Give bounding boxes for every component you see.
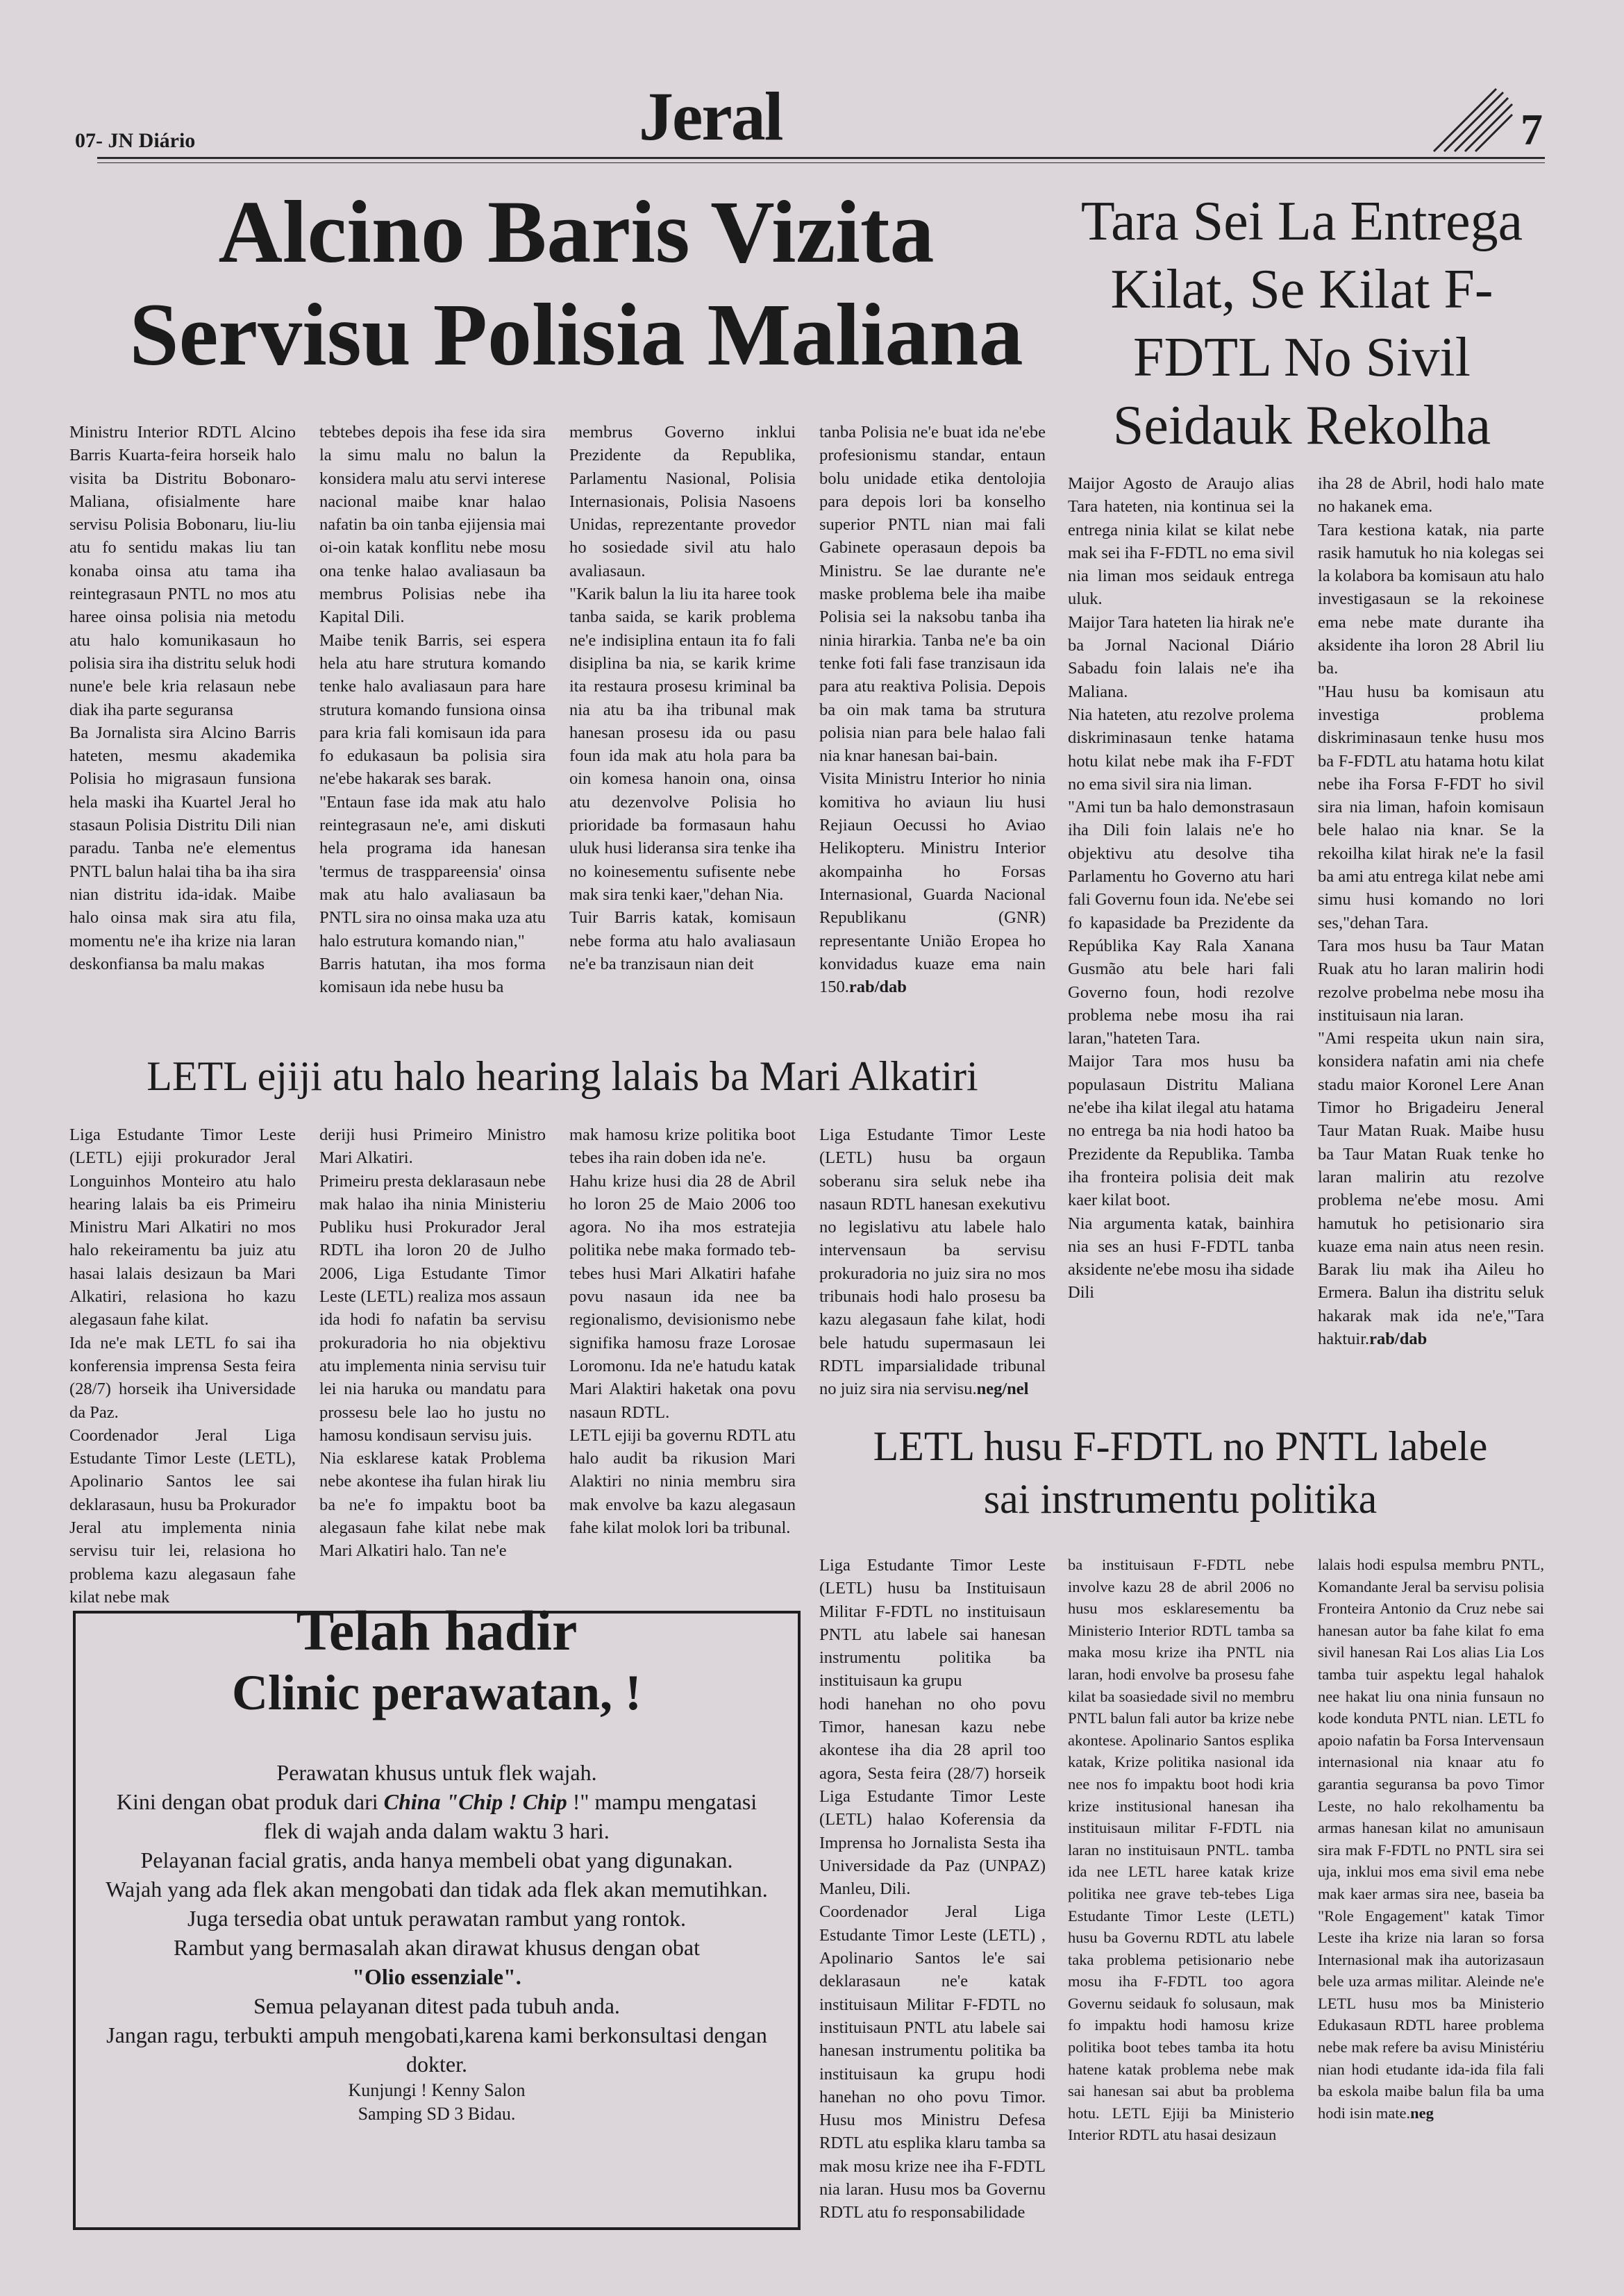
paragraph (1318, 1027, 1544, 1350)
paragraph: hodi hanehan no oho povu Timor, hanesan kazu nebe akontese iha dia 28 april too agora, Sesta feira (28/7) horseik Liga Estudante Timor Leste (LETL) halao Koferensia da Imprensa ho Jornalista Sesta iha Universidade da Paz (UNPAZ) Manleu, Dili. (819, 1694, 1046, 1899)
paragraph: Liga Estudante Timor Leste (LETL) husu ba Instituisaun Militar F-FDTL no instituisaun PNTL atu labele sai hanesan instrumentu politika ba instituisaun ka grupu (819, 1556, 1046, 1691)
letl-fdtl-headline-line2: sai instrumentu politika (983, 1476, 1378, 1522)
paragraph: Maibe tenik Barris, sei espera hela atu hare strutura komando tenke halo avaliasaun para hare strutura komando funsiona oinsa para kria fali komisaun ida para fo edukasaun ba polisia sira ne'ebe hakarak ses barak. (319, 630, 546, 789)
paragraph: Ba Jornalista sira Alcino Barris hateten, mesmu akademika Polisia ho migrasaun funsiona hela maski iha Kuartel Jeral ho stasaun Polisia Distritu Dili nian paradu. Tanba ne'e elementus PNTL balun halai tiha ba iha sira nian distritu ida-idak. Maibe halo oinsa mak sira atu fila, momentu ne'e iha krize nia laran deskonfiansa ba malu makas (69, 723, 296, 973)
article1-col3 (569, 421, 796, 975)
ad-line: Juga tersedia obat untuk perawatan rambut yang rontok. (187, 1906, 686, 1931)
article1-col1 (69, 421, 296, 975)
byline: rab/dab (1369, 1329, 1428, 1348)
paragraph-text: Liga Estudante Timor Leste (LETL) husu ba orgaun soberanu sira seluk nebe iha nasaun RDTL hanesan exekutivu no legislativu atu labele halo intervensaun ba servisu prokuradoria no juiz sira no mos tribunais hodi halo prosesu ba kazu alegasaun fahe kilat, hodi bele hatudu supermasaun lei RDTL imparsialidade tribunal no juiz sira nia servisu. (819, 1125, 1046, 1399)
ad-product-name: China "Chip ! Chip (383, 1789, 567, 1814)
ad-line: Jangan ragu, terbukti ampuh mengobati,karena kami berkonsultasi dengan dokter. (106, 2022, 767, 2077)
paragraph: "Karik balun la liu ita haree took tanba saida, se karik problema ne'e indisiplina entaun ita fo fali disiplina ba nia, se karik krime ita restaura prosesu kriminal ba nia atu ba iha tribunal mak hanesan prosesu ida ou pasu foun ida mak atu hola para ba oin komesa hanoin ona, oinsa atu dezenvolve Polisia ho prioridade ba formasaun hahu uluk husi lideransa sira tenke iha no koinesementu sufisente nebe mak sira tenki kaer,"dehan Nia. (569, 585, 796, 904)
ad-body (103, 1758, 770, 2126)
ad-line: Wajah yang ada flek akan mengobati dan tidak ada flek akan memutihkan. (106, 1877, 768, 1902)
letl1-col1 (69, 1123, 296, 1609)
ad-line: "Olio essenziale". (352, 1964, 521, 1989)
paragraph: deriji husi Primeiro Ministro Mari Alkatiri. (319, 1125, 546, 1168)
paragraph: ba instituisaun F-FDTL nebe involve kazu 28 de abril 2006 no husu mos esklaresementu ba Ministerio Interior RDTL tamba sa maka mosu krize iha PNTL nia laran, hodi envolve ba prosesu fahe kilat ba soasiedade sivil no membru PNTL balun fali autor ba krize nebe akontese. Apolinario Santos esplika katak, Krize politika nasional ida nee nos fo impaktu boot hodi kria krize institusional hanesan iha instituisaun militar F-FDTL nia laran no instituisaun PNTL. tamba ida nee LETL haree katak krize politika nee grave teb-tebes Liga Estudante Timor Leste (LETL) husu ba Governu RDTL atu labele taka problema petisionario nebe mosu iha F-FDTL too agora Governu seidauk fo solusaun, mak fo impaktu hodi hamosu krize politika boot tebes tamba ita hotu hatene katak problema nebe mak sai hanesan sai abut ba problema hotu. LETL Ejiji ba Ministerio Interior RDTL atu hasai desizaun (1068, 1556, 1294, 2144)
paragraph: Maijor Tara hateten lia hirak ne'e ba Jornal Nacional Diário Sabadu foin lalais ne'e iha Maliana. (1068, 612, 1294, 701)
paragraph: Nia argumenta katak, bainhira nia ses an husi F-FDTL tanba aksidente ne'ebe mosu iha sidade Dili (1068, 1214, 1294, 1302)
header-rule (97, 157, 1545, 159)
letl1-col4 (819, 1123, 1046, 1401)
section-title: Jeral (639, 78, 782, 155)
ad-subtitle: Clinic perawatan, ! (232, 1665, 642, 1720)
letl1-col3 (569, 1123, 796, 1539)
paragraph: Ministru Interior RDTL Alcino Barris Kuarta-feira horseik halo visita ba Distritu Bobonaro-Maliana, ofisialmente hare servisu Polisia Bobonaru, liu-liu atu fo sentidu makas liu tan konaba oinsa atu tama iha reintegrasaun PNTL no mos atu haree oinsa polisia nia metodu atu halo komunikasaun ho polisia sira iha distritu seluk hodi nune'e bele kria relasaun nebe diak iha parte seguransa (69, 423, 296, 719)
byline: neg (1410, 2104, 1434, 2122)
main-headline-line1: Alcino Baris Vizita (218, 183, 935, 281)
paragraph: iha 28 de Abril, hodi halo mate no hakanek ema. (1318, 474, 1544, 517)
letl2-col2 (1068, 1554, 1294, 2146)
page-number: 7 (1521, 105, 1543, 154)
letl-hearing-headline: LETL ejiji atu halo hearing lalais ba Mari Alkatiri (147, 1053, 978, 1099)
ad-line: Perawatan khusus untuk flek wajah. (276, 1760, 597, 1785)
article1-col4 (819, 421, 1046, 998)
ad-line: Rambut yang bermasalah akan dirawat khusus dengan obat (174, 1935, 700, 1960)
ad-address: Samping SD 3 Bidau. (358, 2104, 516, 2124)
paragraph: Tara kestiona katak, nia parte rasik hamutuk ho nia kolegas sei la kolabora ba komisaun atu halo investigasaun se la rekoinese ema nebe mate durante iha aksidente iha loron 28 Abril liu ba. (1318, 520, 1544, 678)
paragraph (819, 1123, 1046, 1401)
paragraph: Maijor Agosto de Araujo alias Tara hateten, nia kontinua sei la entrega ninia kilat se kilat nebe mak sei iha F-FDTL no ema sivil nia liman mos seidauk entrega uluk. (1068, 474, 1294, 609)
letl1-col2 (319, 1123, 546, 1563)
paragraph: "Ami tun ba halo demonstrasaun iha Dili foin lalais ne'e ho objektivu atu desolve tiha Parlamentu ho Governo atu hari fali Governu foun ida. Ne'ebe sei fo kapasidade ba Prezidente da Repúblika Kay Rala Xanana Gusmão atu bele hari fali Governo foun, hodi rezolve problema nebe mosu iha rai laran,"hateten Tara. (1068, 798, 1294, 1048)
side-headline: Tara Sei La Entrega Kilat, Se Kilat F-FDTL No Sivil Seidauk Rekolha (1080, 191, 1523, 456)
paragraph: Tara mos husu ba Taur Matan Ruak atu ho laran malirin hodi rezolve probelma nebe mosu iha instituisaun nia laran. (1318, 936, 1544, 1025)
paragraph-text: lalais hodi espulsa membru PNTL, Komandante Jeral ba servisu polisia Fronteira Antonio da Cruz nebe sai hanesan autor ba fahe kilat fo ema sivil hanesan Rai Los alias Lia Los tamba tuir aspektu legal hahalok nee hakat liu ona ninia funsaun no kode konduta PNTL nian. LETL fo apoio nafatin ba Forsa Intervensaun internasional nia knaar atu fo garantia seguransa ba povo Timor Leste, no halo rekolhamentu ba armas hanesan kilat no amunisaun sira mak F-FDTL no PNTL sira sei uja, inklui mos ema sivil ema nebe mak kaer armas sira nee, baseia ba "Role Engagement" katak Timor Leste iha krize nia laran so forsa Internasional mak iha autorizasaun bele uza armas militar. Aleinde ne'e LETL husu mos ba Ministerio Edukasaun RDTL haree problema nebe mak refere ba avisu Ministériu nian hodi etudante ida-ida fila fali ba eskola maibe balun fila ba uma hodi isin mate. (1318, 1556, 1544, 2122)
article1-col2 (319, 421, 546, 998)
paragraph: Hahu krize husi dia 28 de Abril ho loron 25 de Maio 2006 too agora. No iha mos estratejia politika nebe maka formado teb-tebes husi Mari Alkatiri hafahe povu nasaun ida nee ba regionalismo, devisionismo nebe signifika hamosu fraze Lorosae Loromonu. Ida ne'e hatudu katak Mari Alaktiri haketak ona povu nasaun RDTL. (569, 1171, 796, 1422)
letl2-col3 (1318, 1554, 1544, 2124)
clinic-advertisement (73, 1599, 801, 2230)
main-headline (49, 181, 1104, 386)
ad-title: Telah hadir (296, 1599, 578, 1662)
paragraph (1318, 1554, 1544, 2124)
ad-line: Semua pelayanan ditest pada tubuh anda. (253, 1993, 620, 2018)
paragraph: "Hau husu ba komisaun atu investiga problema diskriminasaun tenke husu mos ba F-FDTL atu hatama hotu kilat nebe iha Forsa F-FDT ho sivil sira nia liman, hafoin komisaun bele halao nia knar. Se la rekoilha kilat hirak ne'e la fasil ba ami atu entrega kilat nebe ami simu husi komando no lori ses,"dehan Tara. (1318, 682, 1544, 932)
ad-line (103, 1787, 770, 1845)
header-rule-thin (97, 162, 1545, 163)
paragraph: Tuir Barris katak, komisaun nebe forma atu halo avaliasaun ne'e ba tranzisaun nian deit (569, 908, 796, 973)
paragraph: Nia hateten, atu rezolve prolema diskriminasaun tenke hatama hotu kilat nebe mak iha F-FDT no ema sivil sira nia liman. (1068, 705, 1294, 794)
paragraph: Coordenador Jeral Liga Estudante Timor Leste (LETL) , Apolinario Santos le'e sai deklarasaun ne'e katak instituisaun Militar F-FDTL no instituisaun PNTL atu labele sai hanesan instrumentu politika ba instituisaun ka grupu hodi hanehan no oho povu Timor. Husu mos Ministru Defesa RDTL atu esplika klaru tamba sa mak mosu krize nee iha F-FDTL nia laran. Husu mos ba Governu RDTL atu fo responsabilidade (819, 1902, 1046, 2222)
paragraph: Barris hatutan, iha mos forma komisaun ida nebe husu ba (319, 954, 546, 997)
side-article-col1 (1068, 472, 1294, 1305)
paragraph: membrus Governo inklui Prezidente da Republika, Parlamentu Nasional, Polisia Internasionais, Polisia Nasoens Unidas, reprezentante provedor ho sosiedade sivil atu halo avaliasaun. (569, 423, 796, 580)
paragraph: "Entaun fase ida mak atu halo reintegrasaun ne'e, ami diskuti hela programa ida hanesan 'termus de trasppareensia' oinsa mak atu halo avaliasaun ba PNTL sira no oinsa maka uza atu halo estrutura komando nian," (319, 792, 546, 950)
main-headline-line2: Servisu Polisia Maliana (129, 285, 1023, 384)
paragraph: LETL ejiji ba governu RDTL atu halo audit ba rikusion Mari Alaktiri no ninia membru sira mak envolve ba kazu alegasaun fahe kilat molok lori ba tribunal. (569, 1425, 796, 1538)
paragraph: mak hamosu krize politika boot tebes iha rain doben ida ne'e. (569, 1125, 796, 1168)
paragraph: Ida ne'e mak LETL fo sai iha konferensia imprensa Sesta feira (28/7) horseik iha Universidade da Paz. (69, 1333, 296, 1422)
paragraph: Nia esklarese katak Problema nebe akontese iha fulan hirak liu ba ne'e fo impaktu boot ba alegasaun fahe kilat nebe mak Mari Alkatiri halo. Tan ne'e (319, 1449, 546, 1561)
ad-text: Kini dengan obat produk dari (116, 1789, 384, 1814)
ad-line: Pelayanan facial gratis, anda hanya membeli obat yang digunakan. (140, 1847, 733, 1872)
byline: rab/dab (848, 978, 907, 997)
side-article-col2 (1318, 472, 1544, 1350)
paragraph: Primeiru presta deklarasaun nebe mak halao iha ninia Ministeriu Publiku husi Prokurador Jeral RDTL iha loron 20 de Julho 2006, Liga Estudante Timor Leste (LETL) realiza mos assaun ida hodi fo nafatin ba servisu prokuradoria ho nia objektivu atu implementa ninia servisu tuir lei nia haruka ou mandatu para prossesu bele lao ho justu no hamosu kondisaun servisu juis. (319, 1171, 546, 1445)
paragraph-text: Visita Ministru Interior ho ninia komitiva ho aviaun liu husi Rejiaun Oecussi ho Aviao Helikopteru. Ministru Interior akompainha ho Forsas Internasional, Guarda Nacional Republikanu (GNR) representante União Eropea ho konvidadus kuaze ema nain 150. (819, 769, 1046, 997)
stripes-logo-icon (1430, 82, 1514, 158)
ad-address: Kunjungi ! Kenny Salon (348, 2080, 526, 2100)
letl-fdtl-headline (805, 1420, 1555, 1525)
paragraph: Liga Estudante Timor Leste (LETL) ejiji prokurador Jeral Longuinhos Monteiro atu halo hearing lalais ba eis Primeiru Ministru Mari Alkatiri no mos halo rekeiramentu ba juiz atu hasai lalais desizaun ba Mari Alkatiri, relasiona ho kazu alegasaun fahe kilat. (69, 1125, 296, 1330)
ad-text: !" mampu mengatasi flek di wajah anda dalam waktu 3 hari. (264, 1789, 757, 1843)
letl-fdtl-headline-line1: LETL husu F-FDTL no PNTL labele (873, 1423, 1488, 1469)
paragraph: tanba Polisia ne'e buat ida ne'ebe profesionismu standar, entaun bolu unidade etika dentolojia para depois lori ba konselho superior PNTL nian mai fali Gabinete operasaun depois ba Ministru. Se lae durante ne'e maske problema bele iha maibe Polisia sei la naksobu tanba iha ninia hirarkia. Tanba ne'e ba oin tenke foti fali fase tranzisaun ida para atu reaktiva Polisia. Depois ba oin mak tama ba strutura polisia nian para bele halao fali nia knar hanesan bai-bain. (819, 423, 1046, 766)
paragraph-text: "Ami respeita ukun nain sira, konsidera nafatin ami nia chefe stadu maior Koronel Lere Anan Timor ho Brigadeiru Jeneral Taur Matan Ruak. Maibe husu ba Taur Matan Ruak tenke ho laran malirin atu rezolve problema ne'ebe mosu. Ami hamutuk ho petisionario sira kuaze ema nain atus neen resin. Barak liu mak iha Aileu ho Ermera. Balun iha distritu seluk hakarak mak ida ne'e,"Tara haktuir. (1318, 1029, 1544, 1348)
paragraph: Maijor Tara mos husu ba populasaun Distritu Maliana ne'ebe iha kilat ilegal atu hatama no entrega ba nia hodi hatoo ba Prezidente da Republika. Tamba iha fronteira polisia deit mak kaer kilat boot. (1068, 1052, 1294, 1210)
letl2-col1 (819, 1554, 1046, 2224)
paragraph: Coordenador Jeral Liga Estudante Timor Leste (LETL), Apolinario Santos lee sai deklarasaun, husu ba Prokurador Jeral atu implementa ninia servisu tuir lei, relasiona ho problema kazu alegasaun fahe kilat nebe mak (69, 1425, 296, 1607)
paragraph: tebtebes depois iha fese ida sira la simu malu no balun la konsidera malu atu servi interese nacional maibe knar halao nafatin ba oin tanba ejijensia mai oi-oin katak konflitu nebe mosu ona tenke halao avaliasaun ba membrus Polisias nebe iha Kapital Dili. (319, 423, 546, 627)
page-folio: 07- JN Diário (75, 129, 196, 152)
paragraph (819, 767, 1046, 998)
byline: neg/nel (976, 1380, 1029, 1399)
